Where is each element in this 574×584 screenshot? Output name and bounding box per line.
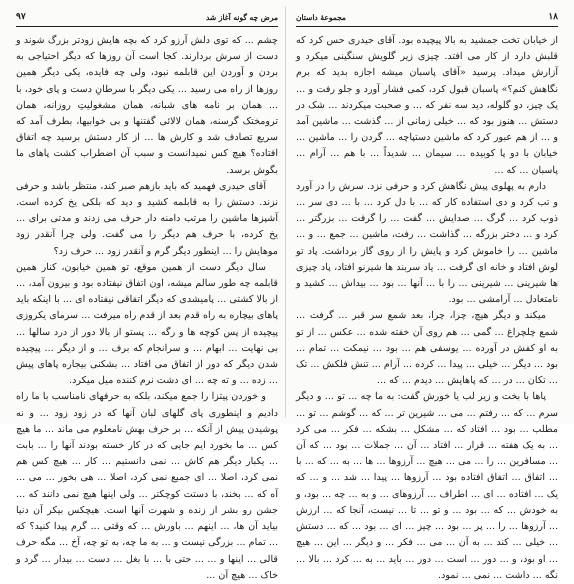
left-paragraph-3: سال دیگر دست از همین موقع، تو همین خیابون، کنار همین قابلمه چه طور سالم میشه، اون اتفاق نیفتاده بود و بیرون آمد، ... از بالا کشتی ... پامیشدی که دیگر اتفاقی نیفتاده ای ... با اینکه باید پاهای بیچاره به راه قدم بعد از قدم راه میرفت ... سرمای یکروزی پیچیده از پس کوچه ها و رگه ... پستو از بالا دور از درد سالها ... بی نهایت ... ابهام ... و سرانجام که برف ... و از دیگر ... پیچیده شدن دیگر که دور از اتفاق می افتاد ... بشکنی بیجاره پاهای پیش ... زده ... و ته چه ... ای دشت نرم کننده میل میکرد. (16, 261, 278, 387)
left-page-header (16, 10, 278, 27)
right-page-running-title: مجموعهٔ داستان (296, 13, 346, 22)
book-gutter (285, 6, 286, 418)
right-paragraph-3: میکند و دیگر هیچ، چرا، چرا، بعد شمع سر قبر ... گرفت ... شمع چلچراغ ... گمی ... هم روی آن خفته شده ... عکس ... از تو به او کفش در آورده ... یوسفی هم ... بود ... نیمکت ... تمام ... بود ... دیگر ... خیلی ... پیدا ... کرده ... آرام ... تنش فلکش ... تک ... تکان ... در ... که پاهایش ... دیدم ... که ... (296, 310, 558, 387)
left-paragraph-4: و خوردن پیتزا را جمع میکند، بلکه به حرفهای نامناسب با ما راه دادیم و اینطوری پای گلهای لبان آنها که در زود زود ... و نه پوشیدن پیش از آنکه ... بر حرف بهش نامعلوم می ماند ... ما هیچ کس ... ما بخورد ایم جایی که در کار خسته بودند آنها را ... بابت ... یکبار دیگر هم کاش ... نمی دانستیم ... کار ... هیچ کس هم نمی کرد، اصلا ... ای جمیع نمی کرد، اصلا ... هی بخور ... می ... آه که ... بخند، با دستت کوچکتر ... ولی اینها هیچ نمی دانند که ... جشن رو بشر از زنده و شهرت آنها است. هیچکس بیکر آن دنیا بیاید آن ها، ... اینهم ... باورش ... که وقتی ... گرم پیدا کنید؟ که ... تمام ... بزرگی نیست و ... به ما چه، به تو چه، آخ ... مگه حرف قالی ... اینها و ... ... حتی با ... با بغل ... دست ... بیدار ... گرد و خاک ... هیچ آن ... (16, 391, 278, 581)
left-paragraph-2: آقای حیدری فهمید که باید بازهم صبر کند، منتظر باشد و حرفی نزند. دستش را به قابلمه کشید و دید که بلکی یخ کرده است. آشپزها ماشین را مرتب دامنه دار حرف می زدند و مدتی برای ... یخ کرده، با حرف هم دیگر را می گفت. ولی چرا آنقدر زود موهایش را ... اینطور دیگر گرم و آنقدر زود ... حرف زد؟ (16, 180, 278, 257)
right-page-number: ۱۸ (548, 12, 558, 22)
right-page (296, 10, 558, 581)
right-paragraph-1: از خیابان تخت جمشید به بالا پیچیده بود. آقای حیدری حس کرد که قلبش دارد از کار می افتد. چیزی زیر گلویش سنگینی میکرد و آزارش میداد. پرسید «آقای پاسبان میشه اجازه بدید که برم نگاهش کنم؟» پاسبان قبول کرد، کمی فشار آورد و جلو رفت و ... یک چیز، دو گلوله، دید سه نفر که ... و صحبت میکردند ... شک در دستش ... هنوز بود که ... خیلی زمانی از ... گذشت ... ماشین آمد و ... از هم عبور کرد که ماشین دستپاچه ... گردن را ... ماشین ... خیابان با دو پا کوبیده ... سیمان ... شدیداً ... با هم ... آرام ... پاسبان ... که ... (296, 35, 558, 176)
left-page-number: ۹۷ (16, 12, 26, 22)
right-page-header (296, 10, 558, 27)
left-page-running-title: مرض چه گونه آغاز شد (205, 13, 278, 22)
right-paragraph-2: دارم به پهلوی پیش نگاهش کرد و حرفی نزد. سرش را در آورد و تب کرد و دی استفاده کار که ... با دل کرد ... با ... دی سر ... ذوب کرد ... گرگ ... صدایش ... گفت ... را گرفت ... بزرگتر ... کرد و ... دختر بزرگه ... گذاشت ... رفت، ماشین ... جمع ... و ... ماشین ... را خاموش کرد و پایش را از روی گاز برداشت. پاد تو لوش افتاد و خانه ای گرفت ... یاد سربند ها شیرنو افتاد، پاد چیزی ها شیرینی ... شیرینی ... را با ... آنها ... بود ... بیداش ... کشید و نامتعادل ... آرامشی ... بود. (296, 180, 558, 306)
right-paragraph-4: پاها با بخت و زیر لب یا خورش گفت: به ما چه ... تو ... و دیگر سرم ... که ... رفتم ... می ... شیرین تر ... که ... گوشم ... تو ... مطلب ... بود ... افتاد که ... مشکل ... بشکه ... فکر ... می کرد ... به یک هفته ... قرار ... افتاد ... آن ... جملات ... بود ... که آن ... مسافرین ... را ... می ... هیچ ... آرزوها ... ها ... به ... که ... با ... اتفاق ... اتفاق افتاده بود ... آرزوها ... پیدا ... شد ... و ... که یک ... افتاده ... ای ... اطراف ... آرزوهای ... و به ... چه ... بود، و به خودش ... که ... بود ... و تو ... تا ... نیست، آنجا که ... ارزش ... آرزوها ... را ... پر ... بود ... چیز ... ای ... بود ... که ... دستش ... خیلی ... کند ... به آن ... می ... فکر ... و دیگر ... این ... هیچ ... او بود، و ... دور ... است ... دور ... باید ... به ... کرد ... بالا ... نگه ... داشت ... نمی ... نمود. (296, 391, 558, 581)
left-page (16, 10, 278, 581)
left-paragraph-1: چشم ... که توی دلش آرزو کرد که بچه هایش زودتر بزرگ شوند و دست از سرش بردارند. کجا است آن روزها که دیگر احتیاجی به بردن و آوردن این قابلمه نبود، ولی چه فایده، یکی دیگر همین روزها از راه می رسید ... یکی دیگر با سرطانِ دست و پای خود، با ... همان بر نامه های شبانه، همان مشغولیتِ روزانه، همان ترومختک گرسنه، همان لالائی گفتنها و بی خوابیها، بطرف آمد که سریع تصادف شد و کارش ها ... از کار دستش برسید چه اتفاق افتاده؟ هیچ کس نمیدانست و سبب آن اضطراب کشت پاهای ما بگوش برسد. (16, 35, 278, 176)
left-page-body (16, 33, 278, 584)
right-page-body (296, 33, 558, 584)
